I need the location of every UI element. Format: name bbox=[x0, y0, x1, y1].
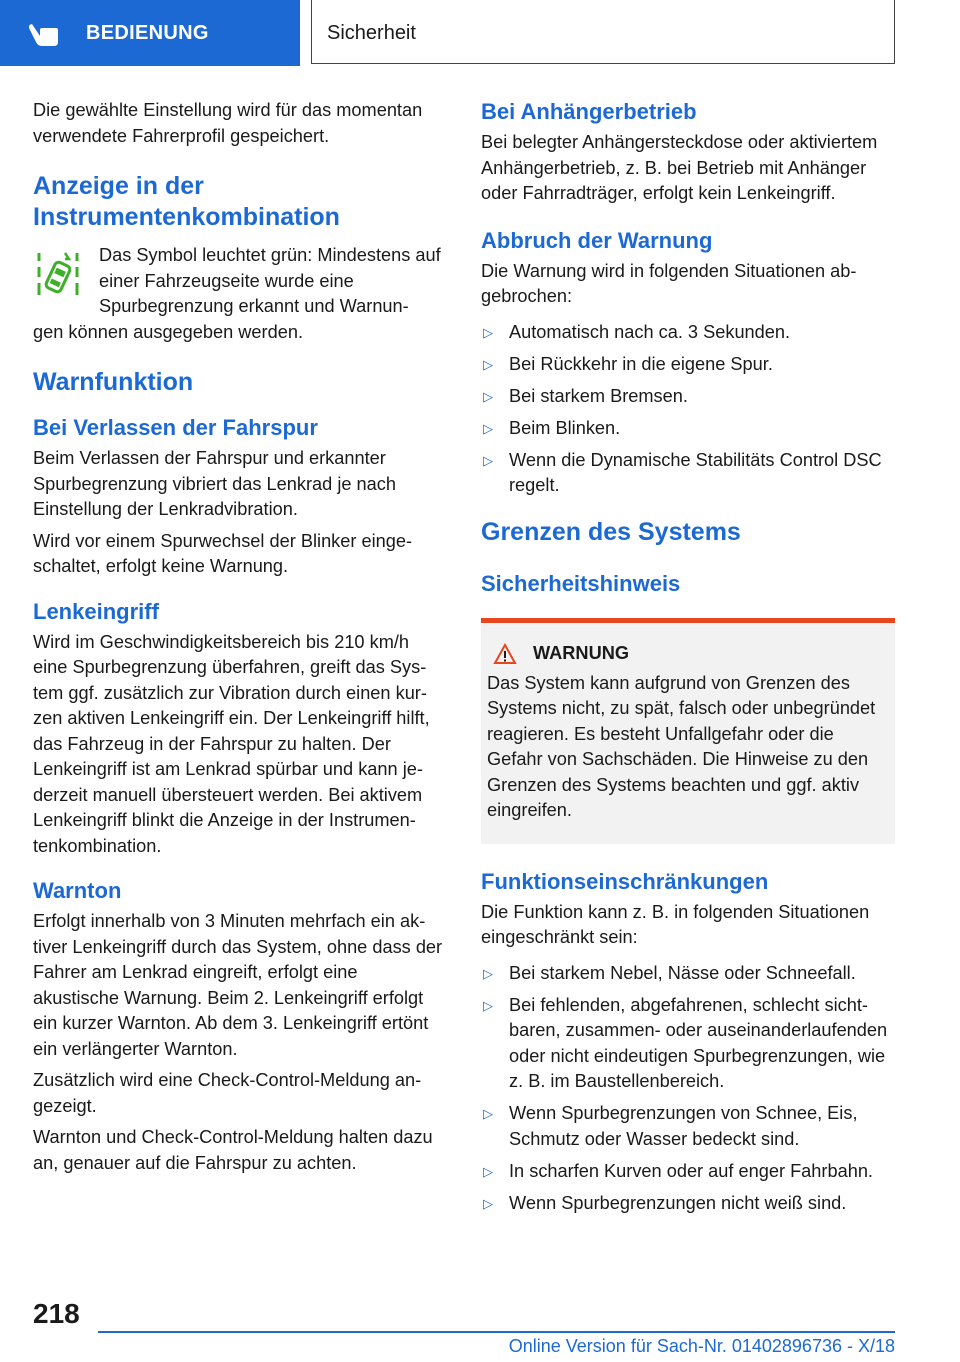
list-item bbox=[481, 416, 895, 442]
triangle-bullet-icon: ▷ bbox=[483, 324, 493, 340]
triangle-bullet-icon: ▷ bbox=[483, 452, 493, 468]
list-item-text: Bei starkem Bremsen. bbox=[509, 385, 688, 406]
list-item-text: Bei starkem Nebel, Nässe oder Schneefall. bbox=[509, 962, 856, 983]
list-item bbox=[481, 448, 895, 499]
triangle-bullet-icon: ▷ bbox=[483, 1195, 493, 1211]
footer-divider bbox=[98, 1331, 895, 1333]
heading-abbruch: Abbruch der Warnung bbox=[481, 227, 713, 253]
triangle-bullet-icon: ▷ bbox=[483, 965, 493, 981]
triangle-bullet-icon: ▷ bbox=[483, 356, 493, 372]
list-item-text: Wenn Spurbegrenzungen nicht weiß sind. bbox=[509, 1192, 847, 1213]
heading-anhaenger: Bei Anhängerbetrieb bbox=[481, 99, 697, 124]
list-item-text: Wenn Spurbegrenzungen von Schnee, Eis, Schmutz oder Wasser bedeckt sind. bbox=[509, 1103, 858, 1149]
lane-assist-icon bbox=[35, 249, 81, 299]
triangle-bullet-icon: ▷ bbox=[483, 420, 493, 436]
list-item bbox=[481, 1101, 895, 1152]
list-item-text: Beim Blinken. bbox=[509, 417, 621, 438]
triangle-bullet-icon: ▷ bbox=[483, 997, 493, 1013]
abbruch-list bbox=[481, 320, 895, 499]
abbruch-paragraph: Die Warnung wird in folgenden Situationen abgebrochen: bbox=[481, 260, 857, 306]
lenkeingriff-paragraph: Wird im Geschwindigkeitsbereich bis 210 km/h eine Spurbegrenzung überfahren, greift das System ggf. zusätzlich zur Vibration durch einen kurzen aktiven Lenkeingriff ein. Der Lenkeingriff hilft, das Fahrzeug in der Fahrspur zu halten. Der Lenkeingriff ist am Lenkrad spürbar und kann jederzeit manuell übersteuert werden. Bei aktivem Lenkeingriff blinkt die Anzeige in der Instrumentenkombination. bbox=[33, 631, 430, 856]
list-item bbox=[481, 961, 895, 987]
triangle-bullet-icon: ▷ bbox=[483, 388, 493, 404]
funktion-paragraph: Die Funktion kann z. B. in folgenden Situationen eingeschränkt sein: bbox=[481, 901, 870, 947]
triangle-bullet-icon: ▷ bbox=[483, 1106, 493, 1121]
warning-box bbox=[481, 618, 895, 844]
warning-title: WARNUNG bbox=[533, 643, 629, 663]
warning-title-row bbox=[487, 643, 887, 665]
list-item-text: Bei Rückkehr in die eigene Spur. bbox=[509, 353, 773, 374]
anhaenger-paragraph: Bei belegter Anhängersteckdose oder aktiviertem Anhängerbetrieb, z. B. bei Betrieb mit Anhänger oder Fahrradträger, erfolgt kein Lenkeingriff. bbox=[481, 132, 878, 203]
funktion-list bbox=[481, 961, 895, 1217]
chapter-header bbox=[311, 0, 895, 64]
list-item-text: Bei fehlenden, abgefahrenen, schlecht sichtbaren, zusammen- oder auseinanderlaufenden oder nicht eindeutigen Spurbegrenzungen, wie z. B. im Baustellenbereich. bbox=[509, 994, 888, 1091]
list-item bbox=[481, 352, 895, 378]
list-item bbox=[481, 384, 895, 410]
triangle-bullet-icon: ▷ bbox=[483, 1163, 493, 1179]
list-item bbox=[481, 993, 895, 1095]
page-number: 218 bbox=[33, 1298, 80, 1329]
heading-funktionseinschraenkungen: Funktionseinschränkungen bbox=[481, 868, 769, 894]
verlassen-paragraph-1: Beim Verlassen der Fahrspur und erkannter Spurbegrenzung vibriert das Lenkrad je nach Einstellung der Lenkradvibration. bbox=[33, 448, 396, 519]
heading-grenzen: Grenzen des Systems bbox=[481, 517, 741, 546]
left-column bbox=[33, 98, 445, 1182]
symbol-description bbox=[33, 243, 445, 345]
symbol-text-continued: gen können ausgegeben werden. bbox=[33, 321, 304, 342]
intro-paragraph: Die gewählte Einstellung wird für das momentan verwendete Fahrerprofil gespeichert. bbox=[33, 100, 423, 146]
warnton-paragraph-2: Zusätzlich wird eine Check-Control-Meldung angezeigt. bbox=[33, 1070, 422, 1116]
list-item-text: In scharfen Kurven oder auf enger Fahrbahn. bbox=[509, 1160, 873, 1181]
heading-warnton: Warnton bbox=[33, 878, 122, 903]
chapter-label: Sicherheit bbox=[327, 22, 416, 44]
pointing-hand-icon bbox=[26, 20, 62, 50]
section-tab[interactable] bbox=[0, 0, 300, 66]
heading-sicherheitshinweis: Sicherheitshinweis bbox=[481, 570, 681, 596]
warning-triangle-icon bbox=[493, 643, 517, 665]
heading-anzeige: Anzeige in der Instrumentenkombination bbox=[33, 172, 340, 231]
heading-lenkeingriff: Lenkeingriff bbox=[33, 598, 159, 624]
heading-verlassen: Bei Verlassen der Fahrspur bbox=[33, 415, 318, 440]
list-item bbox=[481, 1159, 895, 1185]
list-item bbox=[481, 320, 895, 346]
section-label: BEDIENUNG bbox=[86, 22, 209, 44]
warnton-paragraph-3: Warnton und Check-Control-Meldung halten dazu an, genauer auf die Fahrspur zu achten. bbox=[33, 1127, 433, 1173]
symbol-text: Das Symbol leuchtet grün: Mindestens auf einer Fahrzeugseite wurde eine Spurbegrenzung erkannt und Warnun- bbox=[99, 245, 441, 316]
list-item-text: Wenn die Dynamische Stabilitäts Control DSC regelt. bbox=[509, 449, 882, 495]
list-item bbox=[481, 1191, 895, 1217]
right-column bbox=[481, 98, 895, 1223]
verlassen-paragraph-2: Wird vor einem Spurwechsel der Blinker eingeschaltet, erfolgt keine Warnung. bbox=[33, 530, 413, 576]
warnton-paragraph-1: Erfolgt innerhalb von 3 Minuten mehrfach ein aktiver Lenkeingriff durch das System, ohne dass der Fahrer am Lenkrad eingreift, erfolgt eine akustische Warnung. Beim 2. Lenkeingriff erfolgt ein kurzer Warnton. Ab dem 3. Lenkeingriff ertönt ein verlängerter Warnton. bbox=[33, 911, 443, 1059]
footer-online-version: Online Version für Sach-Nr. 01402896736 - X/18 bbox=[508, 1336, 895, 1356]
list-item-text: Automatisch nach ca. 3 Sekunden. bbox=[509, 321, 791, 342]
heading-warnfunktion: Warnfunktion bbox=[33, 368, 194, 396]
warning-text: Das System kann aufgrund von Grenzen des Systems nicht, zu spät, falsch oder unbegründet reagieren. Es besteht Unfallgefahr oder die Gefahr von Sachschäden. Die Hinweise zu den Grenzen des Systems beachten und ggf. aktiv eingreifen. bbox=[487, 672, 876, 820]
